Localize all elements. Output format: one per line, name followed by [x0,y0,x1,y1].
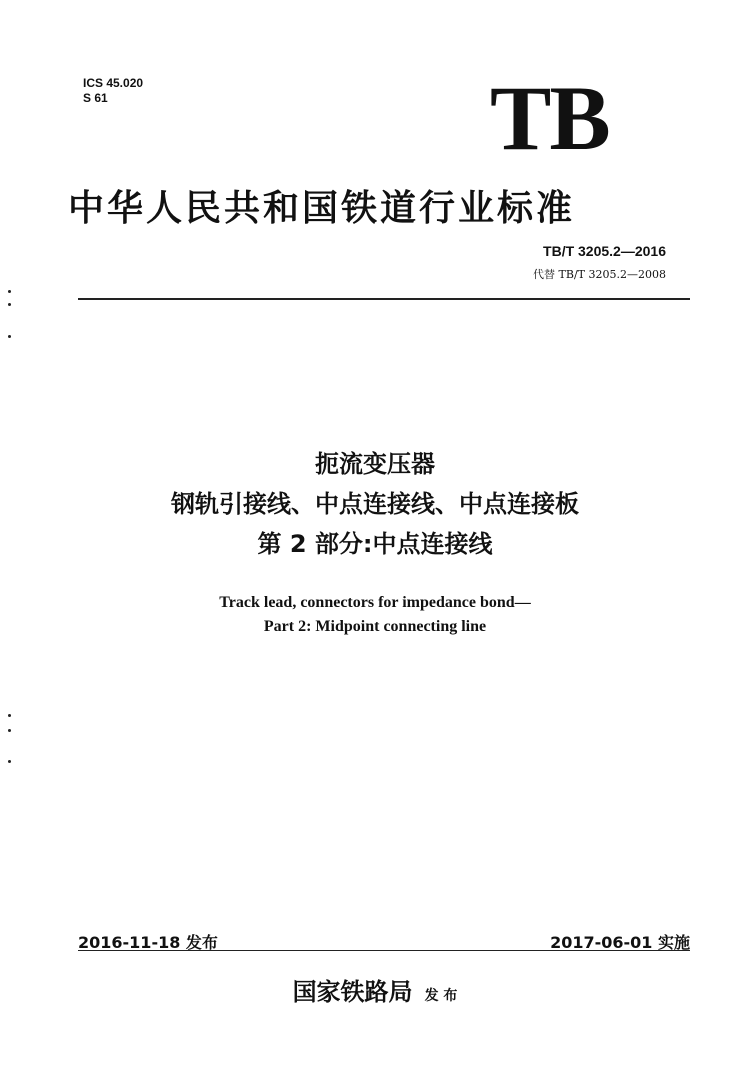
header-divider [78,298,690,300]
effective-date: 2017-06-01 实施 [550,933,690,952]
title-en-line2: Part 2: Midpoint connecting line [263,618,487,635]
title-cn-line2: 钢轨引接线、中点连接线、中点连接板 [171,490,579,518]
margin-mark [8,729,11,732]
title-en-line1: Track lead, connectors for impedance bond— [219,594,531,611]
issuer [0,972,750,1007]
margin-mark [8,290,11,293]
footer-divider [78,950,690,951]
margin-mark [8,303,11,306]
standard-number: TB/T 3205.2—2016 [543,243,666,259]
title-cn-line1: 扼流变压器 [315,450,435,478]
issue-date: 2016-11-18 发布 [78,933,218,952]
replaces-note: 代替 TB/T 3205.2—2008 [533,268,666,281]
tb-logo: TB [490,67,609,169]
margin-mark [8,714,11,717]
issuer-suffix: 发 布 [424,988,458,1004]
ics-code: ICS 45.020 [83,76,144,90]
margin-mark [8,335,11,338]
title-cn-line3: 第 2 部分:中点连接线 [257,530,493,558]
classification-codes [83,76,143,106]
issuer-name: 国家铁路局 [292,978,413,1006]
margin-mark [8,760,11,763]
category-code: S 61 [83,91,108,105]
standard-title: 中华人民共和国铁道行业标准 [68,188,576,229]
